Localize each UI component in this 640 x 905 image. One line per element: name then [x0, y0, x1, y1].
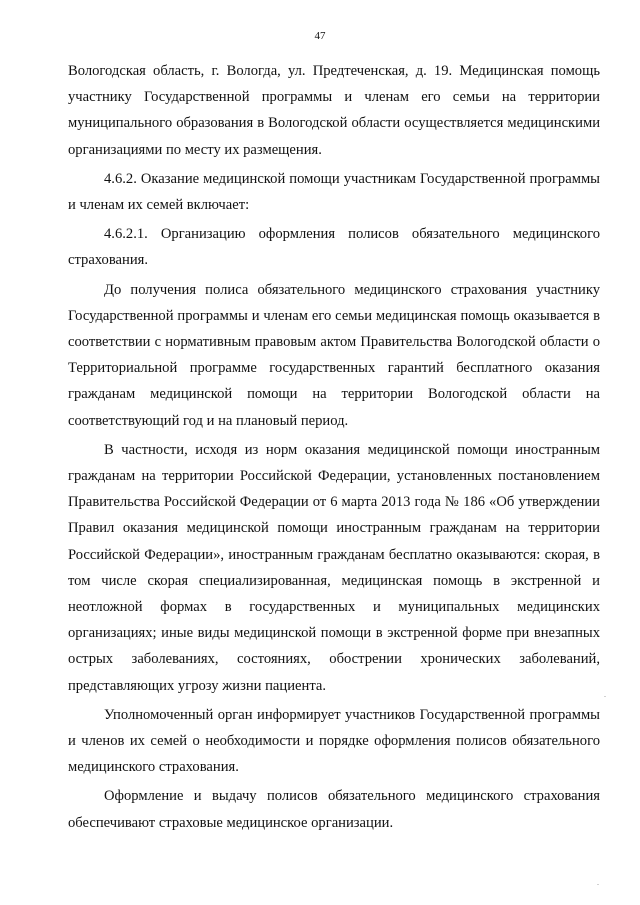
paragraph-before-policy: До получения полиса обязательного медицинского страхования участнику Государственной программы и членам его семьи медицинская помощь оказывается в соответствии с нормативным правовым актом Правительства Вологодской области о Территориальной программе государственных гарантий бесплатного оказания гражданам медицинской помощи на территории Вологодской области на соответствующий год и на плановый период.	[68, 281, 600, 429]
page-number: 47	[314, 30, 326, 42]
scan-mark: .	[597, 878, 599, 887]
paragraph-authorized-body: Уполномоченный орган информирует участников Государственной программы и членов их семей о необходимости и порядке оформления полисов обязательного медицинского страхования.	[68, 706, 600, 776]
paragraph-section-4-6-2-1: 4.6.2.1. Организацию оформления полисов обязательного медицинского страхования.	[68, 226, 600, 269]
scan-mark: .	[604, 690, 606, 699]
paragraph-address: Вологодская область, г. Вологда, ул. Предтеченская, д. 19. Медицинская помощь участнику Государственной программы и членам его семьи на территории муниципального образования в Вологодской области осуществляется медицинскими организациями по месту их размещения.	[68, 63, 600, 158]
paragraph-section-4-6-2: 4.6.2. Оказание медицинской помощи участникам Государственной программы и членам их семей включает:	[68, 170, 600, 214]
paragraph-insurance-organizations: Оформление и выдачу полисов обязательного медицинского страхования обеспечивают страховые медицинское организации.	[68, 788, 600, 831]
document-body	[68, 58, 600, 839]
paragraph-foreign-citizens: В частности, исходя из норм оказания медицинской помощи иностранным гражданам на территории Российской Федерации, установленных постановлением Правительства Российской Федерации от 6 марта 2013 года № 186 «Об утверждении Правил оказания медицинской помощи иностранным гражданам на территории Российской Федерации», иностранным гражданам бесплатно оказываются: скорая, в том числе скорая специализированная, медицинская помощь в экстренной и неотложной формах в государственных и муниципальных медицинских организациях; иные виды медицинской помощи в экстренной форме при внезапных острых заболеваниях, состояниях, обострении хронических заболеваний, представляющих угрозу жизни пациента.	[68, 441, 600, 694]
